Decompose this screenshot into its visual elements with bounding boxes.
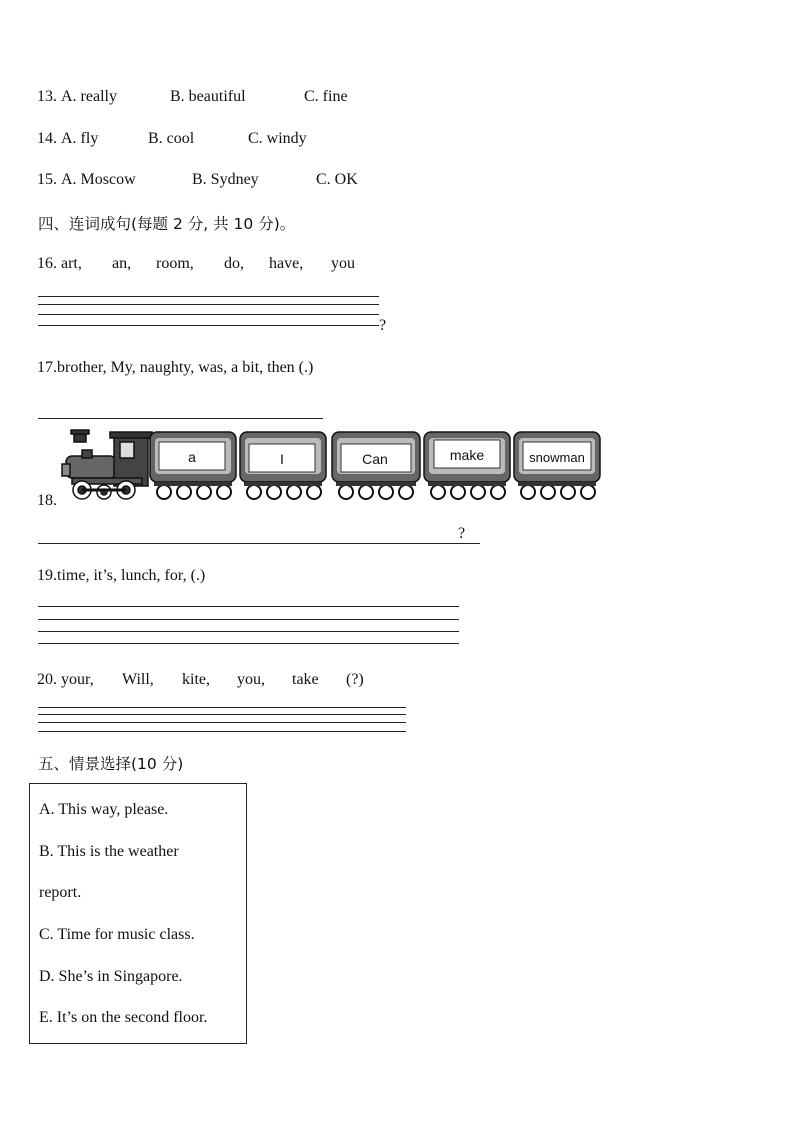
option-c: C. windy (248, 130, 307, 147)
option-b: B. beautiful (170, 88, 246, 105)
question-19: 19.time, it’s, lunch, for, (.) (37, 567, 206, 584)
train-car-5 (514, 432, 600, 499)
train-car-2 (240, 432, 326, 499)
option-a: A. really (61, 88, 117, 105)
section-4-heading: 四、连词成句(每题 2 分, 共 10 分)。 (38, 215, 296, 233)
question-number: 20. (37, 671, 57, 688)
answer-line (38, 731, 406, 732)
option-b: B. Sydney (192, 171, 259, 188)
choice-option: report. (39, 884, 82, 901)
question-number: 14. (37, 130, 57, 147)
car-word: make (449, 447, 485, 463)
question-number: 13. (37, 88, 57, 105)
choice-option: B. This is the weather (39, 843, 179, 860)
train-car-4 (424, 432, 510, 499)
word: art, (61, 255, 82, 272)
word: you, (237, 671, 265, 688)
option-a: A. Moscow (61, 171, 136, 188)
option-c: C. OK (316, 171, 358, 188)
word: (?) (346, 671, 364, 688)
answer-line (38, 418, 323, 419)
option-c: C. fine (304, 88, 348, 105)
train-car-3 (332, 432, 420, 499)
question-mark: ? (379, 317, 387, 334)
answer-line (38, 714, 406, 715)
answer-line (38, 606, 459, 607)
answer-line (38, 619, 459, 620)
answer-line (38, 543, 480, 544)
train-illustration (58, 428, 604, 506)
question-18-number: 18. (37, 492, 57, 509)
question-number: 16. (37, 255, 57, 272)
word: you (331, 255, 355, 272)
car-word: a (188, 449, 196, 465)
locomotive-icon (62, 430, 152, 499)
word: do, (224, 255, 244, 272)
choice-box (29, 783, 247, 1044)
choice-option: D. She’s in Singapore. (39, 968, 183, 985)
answer-line (38, 707, 406, 708)
question-mark: ? (458, 525, 466, 542)
word: kite, (182, 671, 210, 688)
word: Will, (122, 671, 154, 688)
car-word: snowman (529, 450, 585, 465)
answer-line (38, 304, 379, 305)
option-a: A. fly (61, 130, 99, 147)
answer-line (38, 314, 379, 315)
word: room, (156, 255, 194, 272)
choice-option: C. Time for music class. (39, 926, 195, 943)
word: an, (112, 255, 132, 272)
answer-line (38, 296, 379, 297)
answer-line (38, 722, 406, 723)
choice-option: A. This way, please. (39, 801, 169, 818)
word: have, (269, 255, 304, 272)
car-word: I (280, 451, 284, 467)
train-car-1 (150, 432, 236, 499)
section-5-heading: 五、情景选择(10 分) (38, 755, 184, 773)
choice-option: E. It’s on the second floor. (39, 1009, 208, 1026)
word: your, (61, 671, 94, 688)
question-17: 17.brother, My, naughty, was, a bit, then (.) (37, 359, 314, 376)
answer-line (38, 325, 379, 326)
answer-line (38, 643, 459, 644)
option-b: B. cool (148, 130, 195, 147)
car-word: Can (362, 451, 388, 467)
answer-line (38, 631, 459, 632)
question-number: 15. (37, 171, 57, 188)
word: take (292, 671, 319, 688)
